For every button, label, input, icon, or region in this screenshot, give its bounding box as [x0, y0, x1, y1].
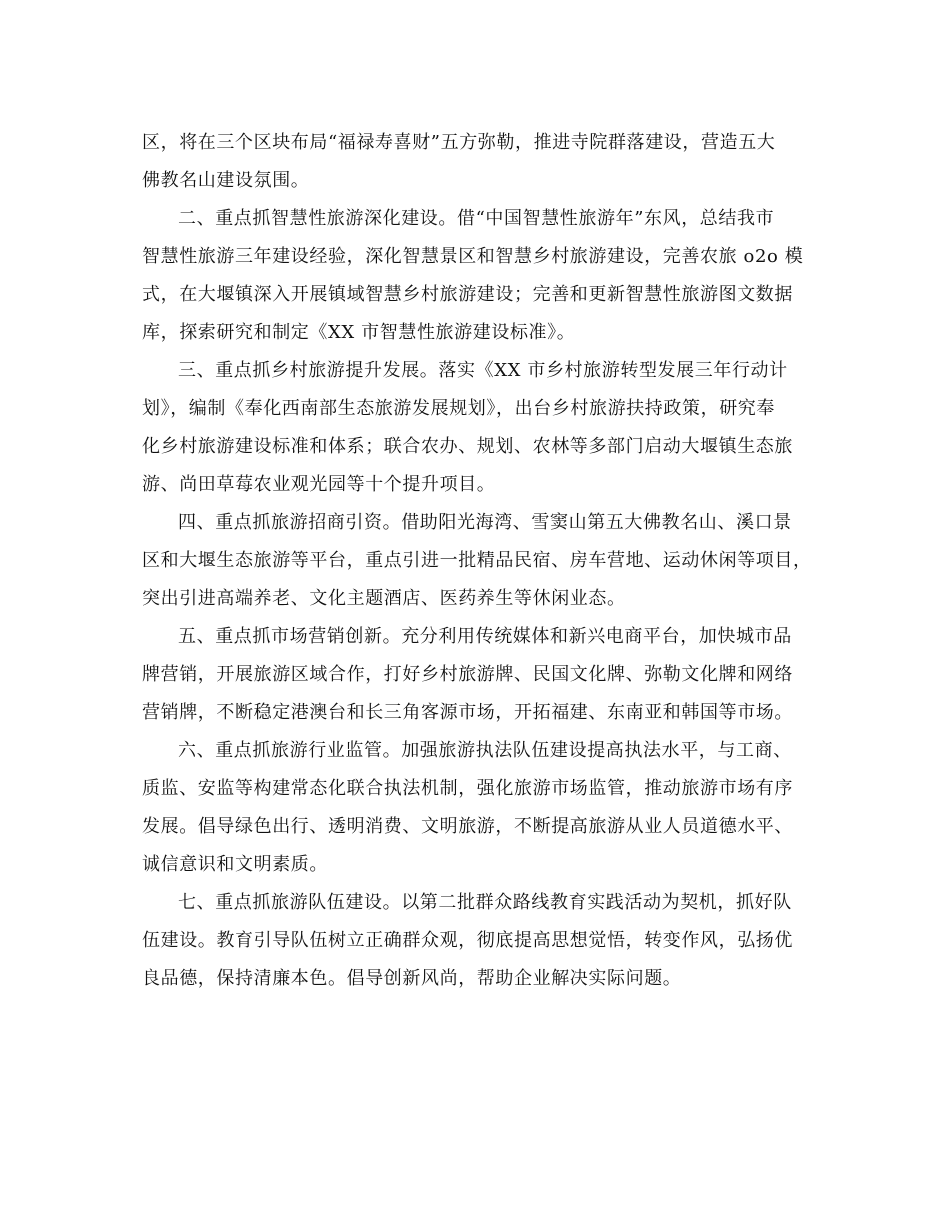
paragraph-line: 化乡村旅游建设标准和体系；联合农办、规划、农林等多部门启动大堰镇生态旅 [142, 436, 793, 457]
paragraph-line: 智慧性旅游三年建设经验，深化智慧景区和智慧乡村旅游建设，完善农旅 o2o 模 [142, 246, 804, 267]
paragraph-line: 佛教名山建设氛围。 [142, 170, 310, 191]
paragraph-line: 发展。倡导绿色出行、透明消费、文明旅游，不断提高旅游从业人员道德水平、 [142, 816, 793, 837]
paragraph-line: 营销牌，不断稳定港澳台和长三角客源市场，开拓福建、东南亚和韩国等市场。 [142, 702, 793, 723]
paragraph-line: 区和大堰生态旅游等平台，重点引进一批精品民宿、房车营地、运动休闲等项目， [142, 550, 812, 571]
paragraph-line: 游、尚田草莓农业观光园等十个提升项目。 [142, 474, 496, 495]
paragraph-first-line: 七、重点抓旅游队伍建设。以第二批群众路线教育实践活动为契机，抓好队 [178, 892, 792, 913]
paragraph-line: 划》，编制《奉化西南部生态旅游发展规划》，出台乡村旅游扶持政策，研究奉 [142, 398, 775, 419]
paragraph-line: 突出引进高端养老、文化主题酒店、医药养生等休闲业态。 [142, 588, 626, 609]
paragraph-line: 库，探索研究和制定《XX 市智慧性旅游建设标准》。 [142, 322, 576, 343]
paragraph-line: 良品德，保持清廉本色。倡导创新风尚，帮助企业解决实际问题。 [142, 968, 682, 989]
paragraph-first-line: 五、重点抓市场营销创新。充分利用传统媒体和新兴电商平台，加快城市品 [178, 626, 792, 647]
paragraph-first-line: 四、重点抓旅游招商引资。借助阳光海湾、雪窦山第五大佛教名山、溪口景 [178, 512, 792, 533]
document-body [142, 124, 812, 998]
paragraph-line: 伍建设。教育引导队伍树立正确群众观，彻底提高思想觉悟，转变作风，弘扬优 [142, 930, 793, 951]
paragraph-line: 牌营销，开展旅游区域合作，打好乡村旅游牌、民国文化牌、弥勒文化牌和网络 [142, 664, 793, 685]
paragraph-line: 诚信意识和文明素质。 [142, 854, 328, 875]
paragraph-line: 区，将在三个区块布局“福禄寿喜财”五方弥勒，推进寺院群落建设，营造五大 [142, 132, 776, 153]
paragraph-line: 式，在大堰镇深入开展镇域智慧乡村旅游建设；完善和更新智慧性旅游图文数据 [142, 284, 793, 305]
paragraph-first-line: 三、重点抓乡村旅游提升发展。落实《XX 市乡村旅游转型发展三年行动计 [178, 360, 788, 381]
paragraph-first-line: 二、重点抓智慧性旅游深化建设。借“中国智慧性旅游年”东风，总结我市 [178, 208, 775, 229]
paragraph-line: 质监、安监等构建常态化联合执法机制，强化旅游市场监管，推动旅游市场有序 [142, 778, 793, 799]
paragraph-first-line: 六、重点抓旅游行业监管。加强旅游执法队伍建设提高执法水平，与工商、 [178, 740, 792, 761]
